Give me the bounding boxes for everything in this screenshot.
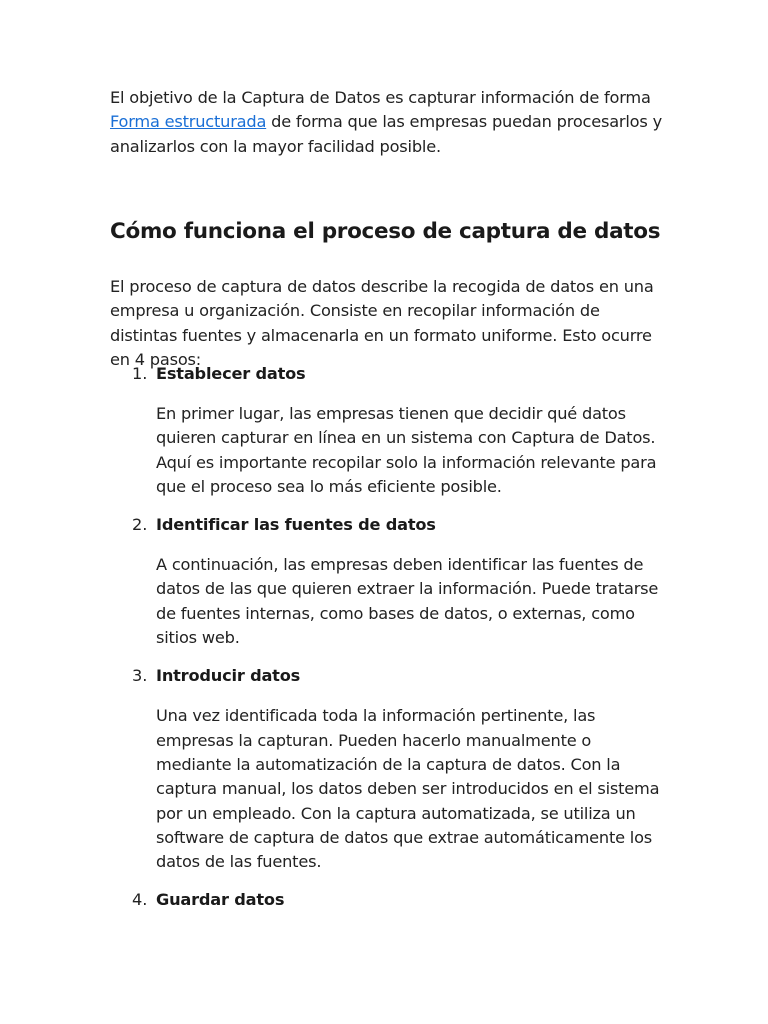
list-item xyxy=(110,664,670,874)
step-body: En primer lugar, las empresas tienen que decidir qué datos quieren capturar en línea en un sistema con Captura de Datos. Aquí es importante recopilar solo la información relevante para que el proceso sea lo más eficiente posible. xyxy=(156,404,657,496)
document-page xyxy=(110,86,670,910)
list-item xyxy=(110,362,670,499)
step-body: A continuación, las empresas deben identificar las fuentes de datos de las que quieren extraer la información. Puede tratarse de fuentes internas, como bases de datos, o externas, como sitios web. xyxy=(156,555,659,648)
list-item xyxy=(110,888,670,912)
forma-estructurada-link[interactable]: Forma estructurada xyxy=(110,112,267,132)
steps-list xyxy=(110,362,670,912)
step-number: 4. xyxy=(132,890,148,910)
list-item xyxy=(110,513,670,650)
intro-text-after: de forma que las empresas puedan procesarlos y analizarlos con la mayor facilidad posible. xyxy=(110,112,662,156)
section-lead-paragraph: El proceso de captura de datos describe la recogida de datos en una empresa u organización. Consiste en recopilar información de distintas fuentes y almacenarla en un formato uniforme. Esto ocurre en 4 pasos: xyxy=(110,277,654,369)
step-title: Guardar datos xyxy=(156,890,285,910)
step-body: Una vez identificada toda la información pertinente, las empresas la capturan. Pueden hacerlo manualmente o mediante la automatización de la captura de datos. Con la captura manual, los datos deben ser introducidos en el sistema por un empleado. Con la captura automatizada, se utiliza un software de captura de datos que extrae automáticamente los datos de las fuentes. xyxy=(156,706,660,872)
step-title: Identificar las fuentes de datos xyxy=(156,515,436,535)
step-number: 1. xyxy=(132,364,148,383)
step-number: 3. xyxy=(132,666,148,686)
step-number: 2. xyxy=(132,515,148,535)
section-heading: Cómo funciona el proceso de captura de datos xyxy=(110,219,661,244)
step-title: Introducir datos xyxy=(156,666,301,686)
intro-text-before: El objetivo de la Captura de Datos es capturar información de forma xyxy=(110,88,651,107)
step-title: Establecer datos xyxy=(156,364,306,383)
intro-paragraph xyxy=(110,86,670,159)
